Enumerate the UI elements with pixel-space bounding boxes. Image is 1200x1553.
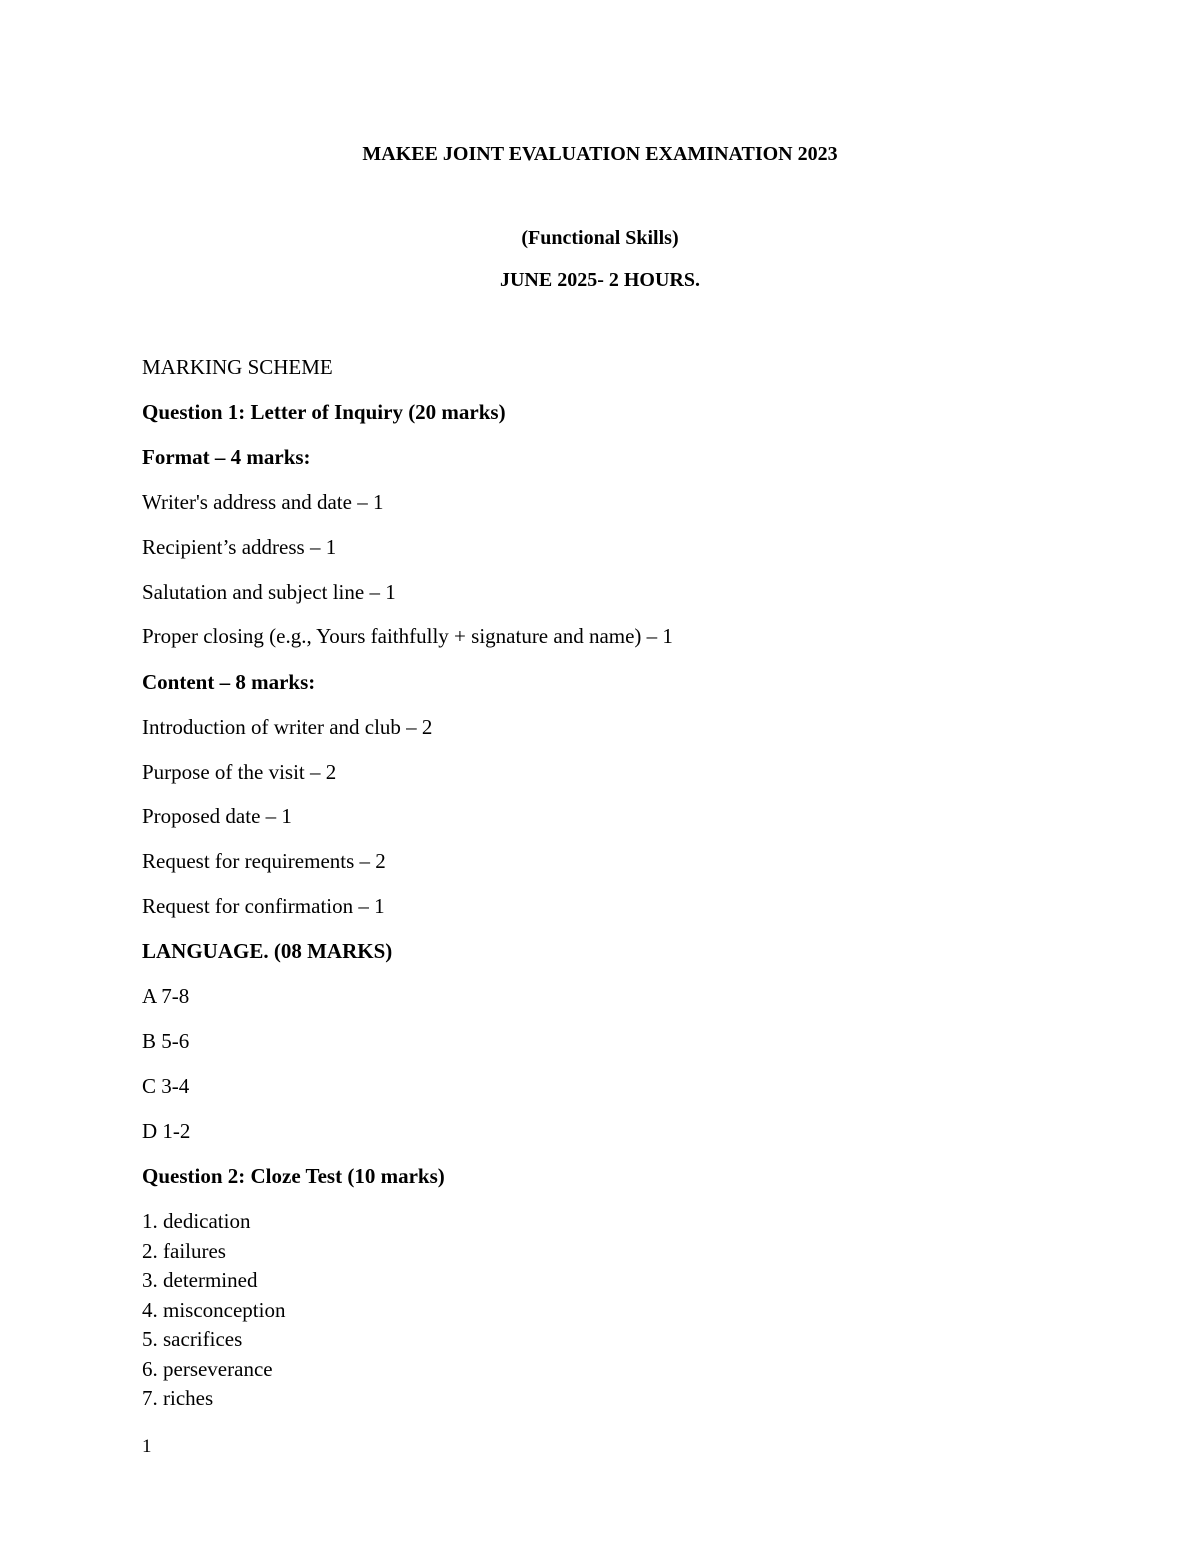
cloze-answer: 6. perseverance <box>142 1356 273 1381</box>
cloze-answer: 1. dedication <box>142 1209 251 1233</box>
content-item: Proposed date – 1 <box>142 804 292 828</box>
cloze-answer: 7. riches <box>142 1386 214 1410</box>
exam-session: JUNE 2025- 2 HOURS. <box>499 269 700 291</box>
content-heading: Content – 8 marks: <box>142 670 316 694</box>
cloze-answer: 5. sacrifices <box>142 1327 243 1351</box>
cloze-answer-list <box>142 1207 285 1414</box>
content-item: Introduction of writer and club – 2 <box>142 715 433 739</box>
content-item: Purpose of the visit – 2 <box>142 760 337 784</box>
question2-heading: Question 2: Cloze Test (10 marks) <box>142 1164 445 1188</box>
format-item: Salutation and subject line – 1 <box>142 580 396 604</box>
content-item: Request for requirements – 2 <box>142 849 386 873</box>
language-band: B 5-6 <box>142 1029 190 1053</box>
format-item: Writer's address and date – 1 <box>142 490 384 514</box>
content-item: Request for confirmation – 1 <box>142 894 385 918</box>
language-heading: LANGUAGE. (08 MARKS) <box>142 939 393 963</box>
exam-title: MAKEE JOINT EVALUATION EXAMINATION 2023 <box>362 143 838 165</box>
scheme-title: MARKING SCHEME <box>142 355 333 379</box>
exam-subject: (Functional Skills) <box>521 227 679 249</box>
language-band: A 7-8 <box>142 984 190 1008</box>
language-band: D 1-2 <box>142 1119 191 1143</box>
page-number: 1 <box>142 1436 152 1457</box>
format-heading: Format – 4 marks: <box>142 445 311 469</box>
format-item: Recipient’s address – 1 <box>142 535 337 559</box>
cloze-answer: 3. determined <box>142 1268 258 1292</box>
language-band: C 3-4 <box>142 1074 190 1098</box>
question1-heading: Question 1: Letter of Inquiry (20 marks) <box>142 400 506 424</box>
cloze-answer: 2. failures <box>142 1238 226 1263</box>
format-item: Proper closing (e.g., Yours faithfully + signature and name) – 1 <box>142 624 673 648</box>
cloze-answer: 4. misconception <box>142 1297 286 1322</box>
